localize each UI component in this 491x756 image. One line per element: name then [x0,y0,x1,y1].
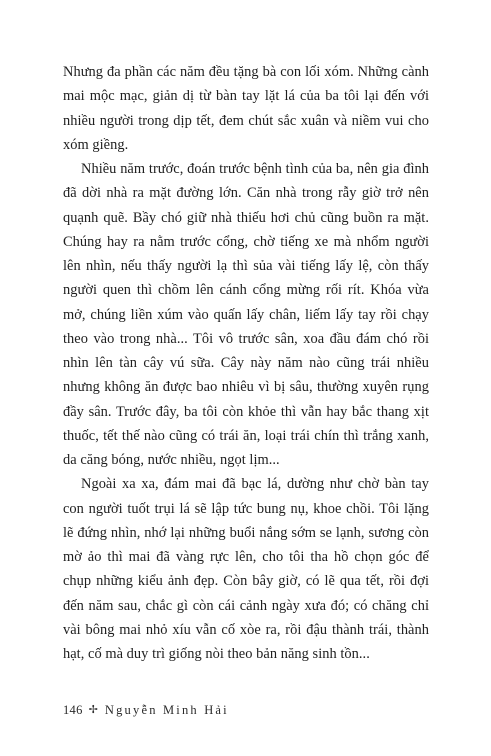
leaf-ornament-icon: ✢ [88,704,98,716]
page-number: 146 [63,703,83,717]
author-name: Nguyễn Minh Hải [104,703,229,717]
paragraph-3: Ngoài xa xa, đám mai đã bạc lá, dường như chờ bàn tay con người tuốt trụi lá sẽ lập tức bung nụ, khoe chồi. Tôi lặng lẽ đứng nhìn, nhớ lại những buổi nắng sớm se lạnh, sương còn mờ ảo thì mai đã vàng rực lên, cho tôi tha hồ chọn góc để chụp những kiểu ảnh đẹp. Còn bây giờ, có lẽ qua tết, rồi đợi đến năm sau, chắc gì còn cái cảnh ngày xưa đó; có chăng chỉ vài bông mai nhỏ xíu vẫn cố xòe ra, rồi đậu thành trái, thành hạt, cố mà duy trì giống nòi theo bản năng sinh tồn... [63,476,429,662]
paragraph-1: Nhưng đa phần các năm đều tặng bà con lối xóm. Những cành mai mộc mạc, giản dị từ bàn tay lặt lá của ba tôi lại đến với nhiều người trong dịp tết, đem chút sắc xuân và niềm vui cho xóm giềng. [63,64,429,153]
paragraph-2: Nhiều năm trước, đoán trước bệnh tình của ba, nên gia đình đã dời nhà ra mặt đường lớn. Căn nhà trong rẫy giờ trở nên quạnh quẽ. Bầy chó giữ nhà thiếu hơi chủ cũng buồn ra mặt. Chúng hay ra nằm trước cổng, chờ tiếng xe mà nhổm người lên nhìn, nếu thấy người lạ thì sủa vài tiếng lấy lệ, còn thấy người quen thì chồm lên cánh cổng mừng rối rít. Khóa vừa mở, chúng liền xúm vào quấn lấy chân, liếm lấy tay rồi chạy theo vào trong nhà... Tôi vô trước sân, xoa đầu đám chó rồi nhìn lên tàn cây vú sữa. Cây này năm nào cũng trái nhiều nhưng không ăn được bao nhiêu vì bị sâu, thường xuyên rụng đầy sân. Trước đây, ba tôi còn khỏe thì vẫn hay bắc thang xịt thuốc, tết thế nào cũng có trái ăn, loại trái chín thì trắng xanh, da căng bóng, nước nhiều, ngọt lịm... [63,161,429,468]
page-body [63,60,429,666]
page-footer [63,703,229,718]
